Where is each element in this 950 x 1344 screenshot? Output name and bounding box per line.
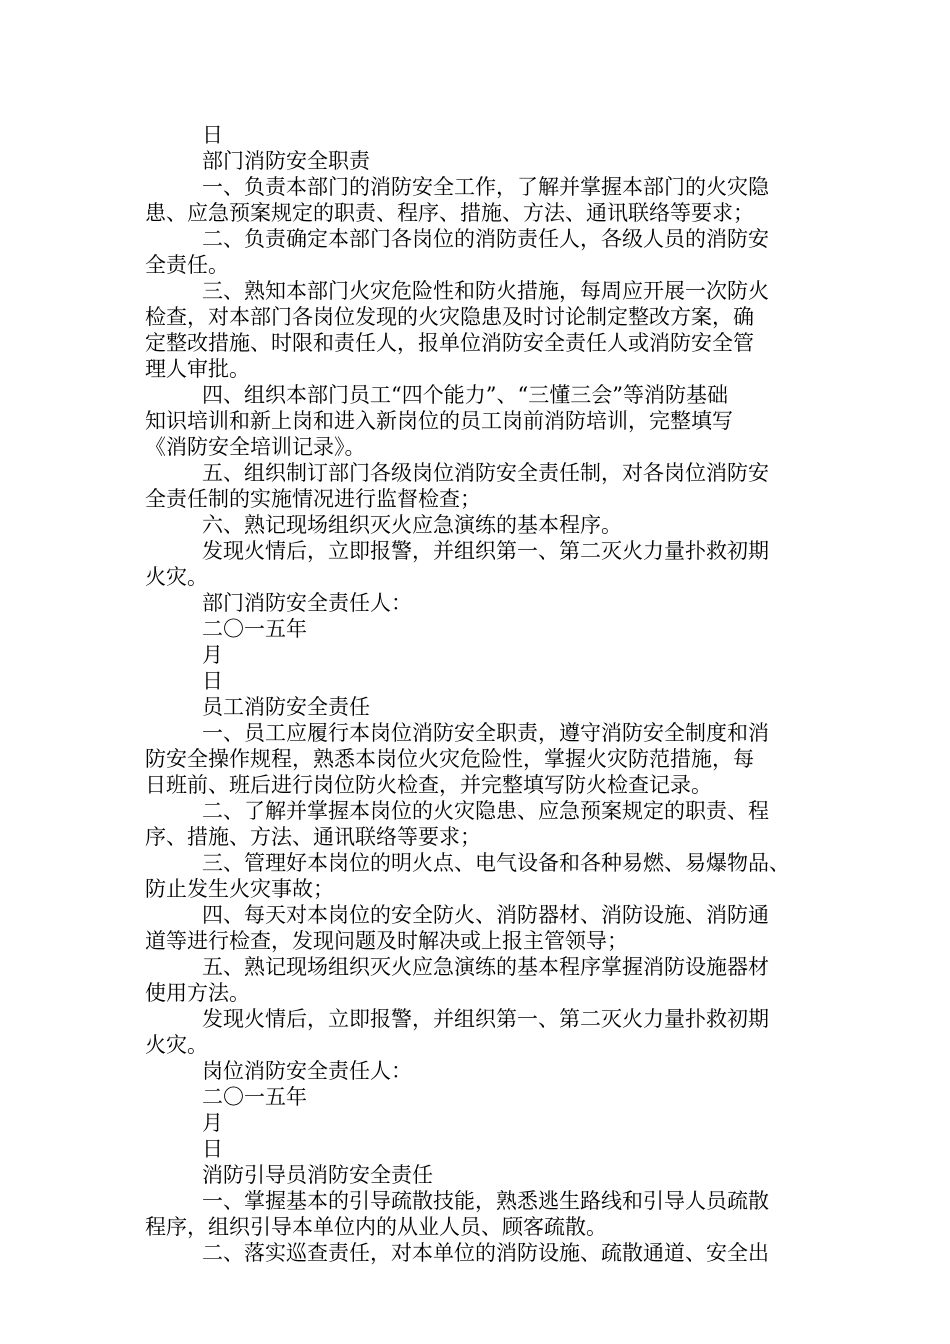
text-line: 二〇一五年 [202, 617, 307, 641]
text-line: 员工消防安全责任 [202, 695, 370, 719]
document-body [145, 122, 815, 1266]
text-line: 道等进行检查，发现问题及时解决或上报主管领导； [145, 929, 628, 953]
text-line: 四、每天对本岗位的安全防火、消防器材、消防设施、消防通 [202, 903, 769, 927]
text-line: 二、了解并掌握本岗位的火灾隐患、应急预案规定的职责、程 [202, 799, 769, 823]
text-line: 日 [202, 123, 223, 147]
text-line: 理人审批。 [145, 357, 250, 381]
text-line: 防安全操作规程，熟悉本岗位火灾危险性，掌握火灾防范措施，每 [145, 747, 754, 771]
text-line: 定整改措施、时限和责任人，报单位消防安全责任人或消防安全管 [145, 331, 754, 355]
text-line: 岗位消防安全责任人： [202, 1059, 412, 1083]
text-line: 患、应急预案规定的职责、程序、措施、方法、通讯联络等要求； [145, 201, 754, 225]
text-line: 一、掌握基本的引导疏散技能，熟悉逃生路线和引导人员疏散 [202, 1189, 769, 1213]
text-line: 日 [202, 1137, 223, 1161]
text-line: 四、组织本部门员工“四个能力”、“三懂三会”等消防基础 [202, 383, 728, 407]
text-line: 发现火情后，立即报警，并组织第一、第二灭火力量扑救初期 [202, 1007, 769, 1031]
text-line: 一、员工应履行本岗位消防安全职责，遵守消防安全制度和消 [202, 721, 769, 745]
text-line: 《消防安全培训记录》。 [145, 435, 366, 459]
text-line: 知识培训和新上岗和进入新岗位的员工岗前消防培训，完整填写 [145, 409, 733, 433]
text-line: 发现火情后，立即报警，并组织第一、第二灭火力量扑救初期 [202, 539, 769, 563]
text-line: 部门消防安全职责 [202, 149, 370, 173]
text-line: 六、熟记现场组织灭火应急演练的基本程序。 [202, 513, 622, 537]
text-line: 火灾。 [145, 1033, 208, 1057]
text-line: 日 [202, 669, 223, 693]
text-line: 三、管理好本岗位的明火点、电气设备和各种易燃、易爆物品、 [202, 851, 790, 875]
text-line: 全责任。 [145, 253, 229, 277]
text-line: 月 [202, 643, 223, 667]
text-line: 日班前、班后进行岗位防火检查，并完整填写防火检查记录。 [145, 773, 712, 797]
text-line: 程序，组织引导本单位内的从业人员、顾客疏散。 [145, 1215, 607, 1239]
text-line: 一、负责本部门的消防安全工作，了解并掌握本部门的火灾隐 [202, 175, 769, 199]
text-line: 部门消防安全责任人： [202, 591, 412, 615]
text-line: 二、落实巡查责任，对本单位的消防设施、疏散通道、安全出 [202, 1241, 769, 1265]
text-line: 全责任制的实施情况进行监督检查； [145, 487, 481, 511]
text-line: 二、负责确定本部门各岗位的消防责任人，各级人员的消防安 [202, 227, 769, 251]
text-line: 五、熟记现场组织灭火应急演练的基本程序掌握消防设施器材 [202, 955, 769, 979]
text-line: 二〇一五年 [202, 1085, 307, 1109]
text-line: 月 [202, 1111, 223, 1135]
text-line: 序、措施、方法、通讯联络等要求； [145, 825, 481, 849]
text-line: 火灾。 [145, 565, 208, 589]
text-line: 三、熟知本部门火灾危险性和防火措施，每周应开展一次防火 [202, 279, 769, 303]
text-line: 五、组织制订部门各级岗位消防安全责任制，对各岗位消防安 [202, 461, 769, 485]
text-line: 检查，对本部门各岗位发现的火灾隐患及时讨论制定整改方案，确 [145, 305, 754, 329]
text-line: 使用方法。 [145, 981, 250, 1005]
text-line: 防止发生火灾事故； [145, 877, 334, 901]
text-line: 消防引导员消防安全责任 [202, 1163, 433, 1187]
